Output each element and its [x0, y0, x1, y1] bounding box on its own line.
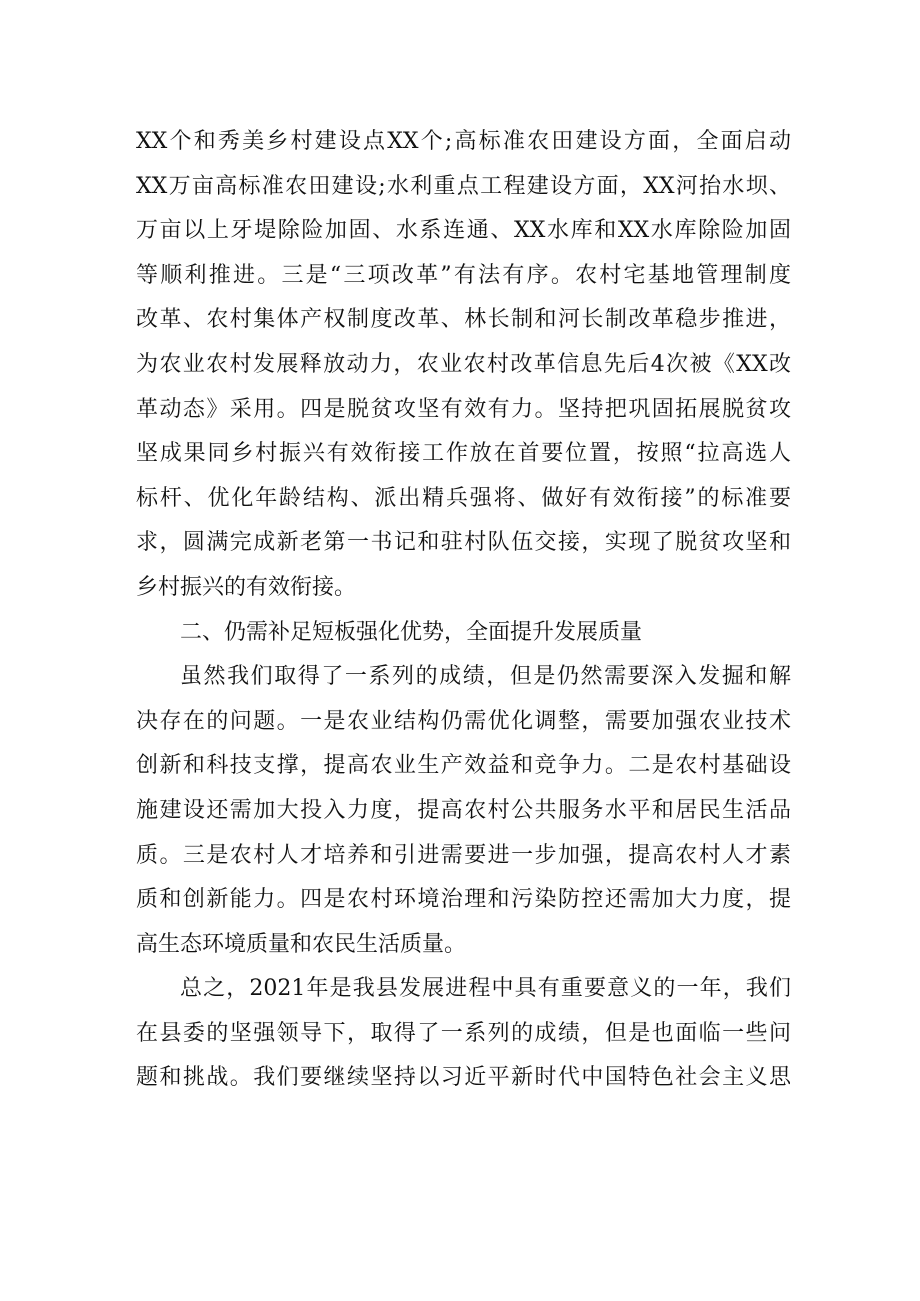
text-line: 质和创新能力。四是农村环境治理和污染防控还需加大力度，提: [136, 887, 791, 913]
text-line: 质。三是农村人才培养和引进需要进一步加强，提高农村人才素: [136, 842, 791, 868]
text-line: 为农业农村发展释放动力，农业农村改革信息先后4次被《XX改: [136, 351, 791, 377]
paragraph-shortcomings: [136, 655, 791, 967]
section-heading: 二、仍需补足短板强化优势，全面提升发展质量: [180, 619, 643, 645]
text-line: 施建设还需加大投入力度，提高农村公共服务水平和居民生活品: [136, 797, 791, 823]
document-body: [136, 120, 791, 1101]
text-line: 高生态环境质量和农民生活质量。: [136, 931, 467, 957]
text-line: 虽然我们取得了一系列的成绩，但是仍然需要深入发掘和解: [180, 664, 791, 690]
text-line: 等顺利推进。三是“三项改革”有法有序。农村宅基地管理制度: [136, 262, 791, 288]
text-line: 在县委的坚强领导下，取得了一系列的成绩，但是也面临一些问: [136, 1020, 791, 1046]
text-line: 标杆、优化年龄结构、派出精兵强将、做好有效衔接”的标准要: [136, 485, 791, 511]
text-line: 题和挑战。我们要继续坚持以习近平新时代中国特色社会主义思: [136, 1065, 791, 1091]
text-line: 革动态》采用。四是脱贫攻坚有效有力。坚持把巩固拓展脱贫攻: [136, 396, 791, 422]
text-line: 决存在的问题。一是农业结构仍需优化调整，需要加强农业技术: [136, 708, 791, 734]
text-line: 乡村振兴的有效衔接。: [136, 574, 357, 600]
text-line: XX个和秀美乡村建设点XX个;高标准农田建设方面，全面启动: [136, 129, 791, 154]
paragraph-achievements: [136, 120, 791, 611]
text-line: 万亩以上牙堤除险加固、水系连通、XX水库和XX水库除险加固: [136, 218, 791, 244]
text-line: XX万亩高标准农田建设;水利重点工程建设方面，XX河抬水坝、: [136, 173, 791, 199]
text-line: 坚成果同乡村振兴有效衔接工作放在首要位置，按照“拉高选人: [136, 441, 791, 467]
text-line: 总之，2021年是我县发展进程中具有重要意义的一年，我们: [180, 976, 791, 1002]
paragraph-conclusion: [136, 967, 791, 1101]
text-line: 求，圆满完成新老第一书记和驻村队伍交接，实现了脱贫攻坚和: [136, 530, 791, 556]
text-line: 创新和科技支撑，提高农业生产效益和竞争力。二是农村基础设: [136, 753, 791, 779]
text-line: 改革、农村集体产权制度改革、林长制和河长制改革稳步推进，: [136, 307, 791, 333]
